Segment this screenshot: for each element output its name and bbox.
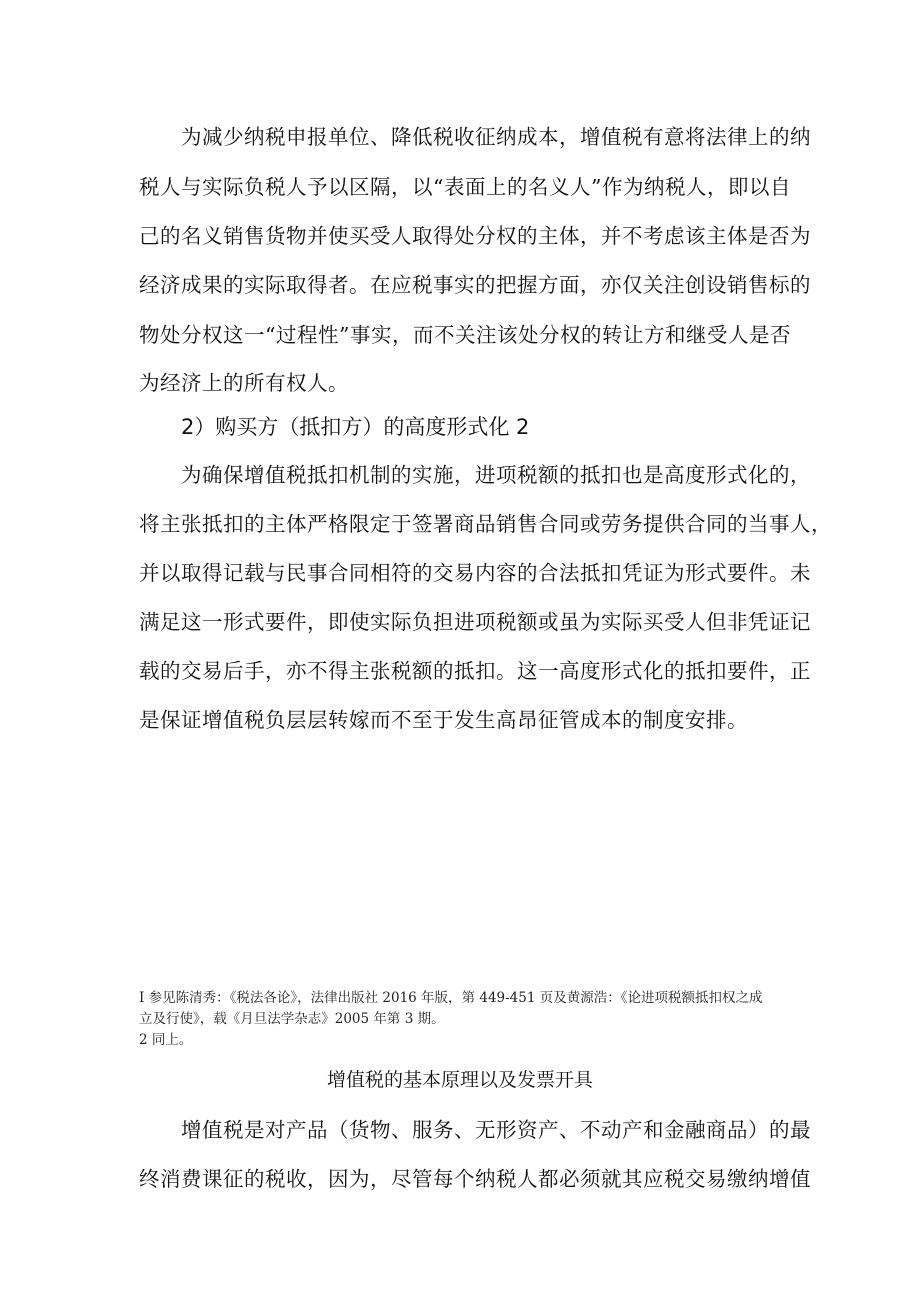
footnote-1: I 参见陈清秀：《税法各论》，法律出版社 2016 年版，第 449-451 页及黄源浩：《论进项税额抵扣权之成 <box>139 990 763 1006</box>
paragraph2-line: 载的交易后手，亦不得主张税额的抵扣。这一高度形式化的抵扣要件，正 <box>139 659 811 683</box>
paragraph2-line: 是保证增值税负层层转嫁而不至于发生高昂征管成本的制度安排。 <box>139 708 748 732</box>
paragraph2-line: 满足这一形式要件，即使实际负担进项税额或虽为实际买受人但非凭证记 <box>139 610 811 634</box>
paragraph1-line: 己的名义销售货物并使买受人取得处分权的主体，并不考虑该主体是否为 <box>139 224 811 248</box>
paragraph1-line: 经济成果的实际取得者。在应税事实的把握方面，亦仅关注创设销售标的 <box>139 273 811 297</box>
paragraph1-line: 税人与实际负税人予以区隔，以“表面上的名义人”作为纳税人，即以自 <box>139 175 791 199</box>
paragraph3-line: 终消费课征的税收，因为，尽管每个纳税人都必须就其应税交易缴纳增值 <box>139 1167 811 1191</box>
paragraph3-line: 增值税是对产品（货物、服务、无形资产、不动产和金融商品）的最 <box>181 1118 811 1142</box>
footnote-1-continued: 立及行使》，载《月旦法学杂志》2005 年第 3 期。 <box>139 1011 445 1027</box>
paragraph2-line: 将主张抵扣的主体严格限定于签署商品销售合同或劳务提供合同的当事人， <box>139 512 832 536</box>
paragraph1-line: 为经济上的所有权人。 <box>139 371 349 395</box>
footnote-2: 2 同上。 <box>139 1032 193 1048</box>
paragraph1-line: 为减少纳税申报单位、降低税收征纳成本，增值税有意将法律上的纳 <box>181 125 811 149</box>
paragraph1-line: 物处分权这一“过程性”事实，而不关注该处分权的转让方和继受人是否 <box>139 323 791 347</box>
paragraph2-line: 并以取得记载与民事合同相符的交易内容的合法抵扣凭证为形式要件。未 <box>139 561 811 585</box>
paragraph2-line: 为确保增值税抵扣机制的实施，进项税额的抵扣也是高度形式化的， <box>181 463 811 487</box>
section-title: 增值税的基本原理以及发票开具 <box>326 1069 593 1091</box>
subsection-heading: 2）购买方（抵扣方）的高度形式化 2 <box>181 415 530 439</box>
